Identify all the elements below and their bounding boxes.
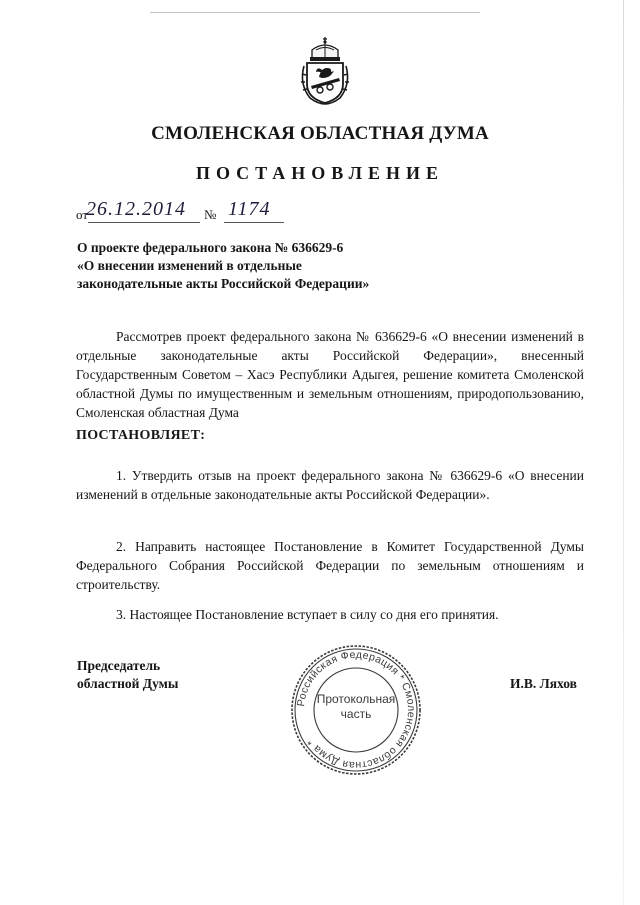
- stamp-center-line: часть: [340, 707, 372, 721]
- organization-title: СМОЛЕНСКАЯ ОБЛАСТНАЯ ДУМА: [151, 123, 489, 144]
- resolution-item-1: 1. Утвердить отзыв на проект федерального закона № 636629-6 «О внесении изменений в отдельные законодательные акты Российской Федерации».: [76, 468, 584, 502]
- resolution-item-3: 3. Настоящее Постановление вступает в силу со дня его принятия.: [116, 607, 499, 622]
- handwritten-date: 26.12.2014: [86, 198, 186, 220]
- subject-line: «О внесении изменений в отдельные: [77, 258, 302, 273]
- resolution-item-2: 2. Направить настоящее Постановление в Комитет Государственной Думы Федерального Собрания Российской Федерации по земельным отношениям и строительству.: [76, 539, 584, 592]
- subject-line: О проекте федерального закона № 636629-6: [77, 240, 344, 255]
- resolves-heading: ПОСТАНОВЛЯЕТ:: [76, 428, 206, 443]
- stamp-ring-text: Российская Федерация * Смоленская областная Дума *: [295, 648, 418, 772]
- handwritten-document-number: 1174: [228, 198, 271, 220]
- date-underline: [88, 222, 200, 223]
- subject-line: законодательные акты Российской Федерации»: [77, 276, 370, 291]
- preamble-paragraph: Рассмотрев проект федерального закона № 636629-6 «О внесении изменений в отдельные законодательные акты Российской Федерации», внесенный Государственным Советом – Хасэ Республики Адыгея, решение комитета Смоленской областной Думы по имущественным и земельным отношениям, природопользованию, Смоленская областная Дума: [76, 329, 584, 420]
- document-type-title: ПОСТАНОВЛЕНИЕ: [195, 163, 445, 183]
- signatory-position: [77, 657, 178, 693]
- number-underline: [224, 222, 284, 223]
- signatory-position-line: областной Думы: [77, 676, 179, 691]
- stamp-center-text: [308, 692, 404, 730]
- stamp-center-line: Протокольная: [316, 692, 396, 706]
- signatory-name: И.В. Ляхов: [510, 676, 577, 691]
- date-prefix-label: от: [76, 207, 89, 222]
- scan-artifact-line: [150, 12, 480, 13]
- smolensk-coat-of-arms-icon: [298, 36, 352, 106]
- number-sign-label: №: [204, 207, 217, 222]
- document-subject: [77, 239, 369, 293]
- signatory-position-line: Председатель: [77, 658, 161, 673]
